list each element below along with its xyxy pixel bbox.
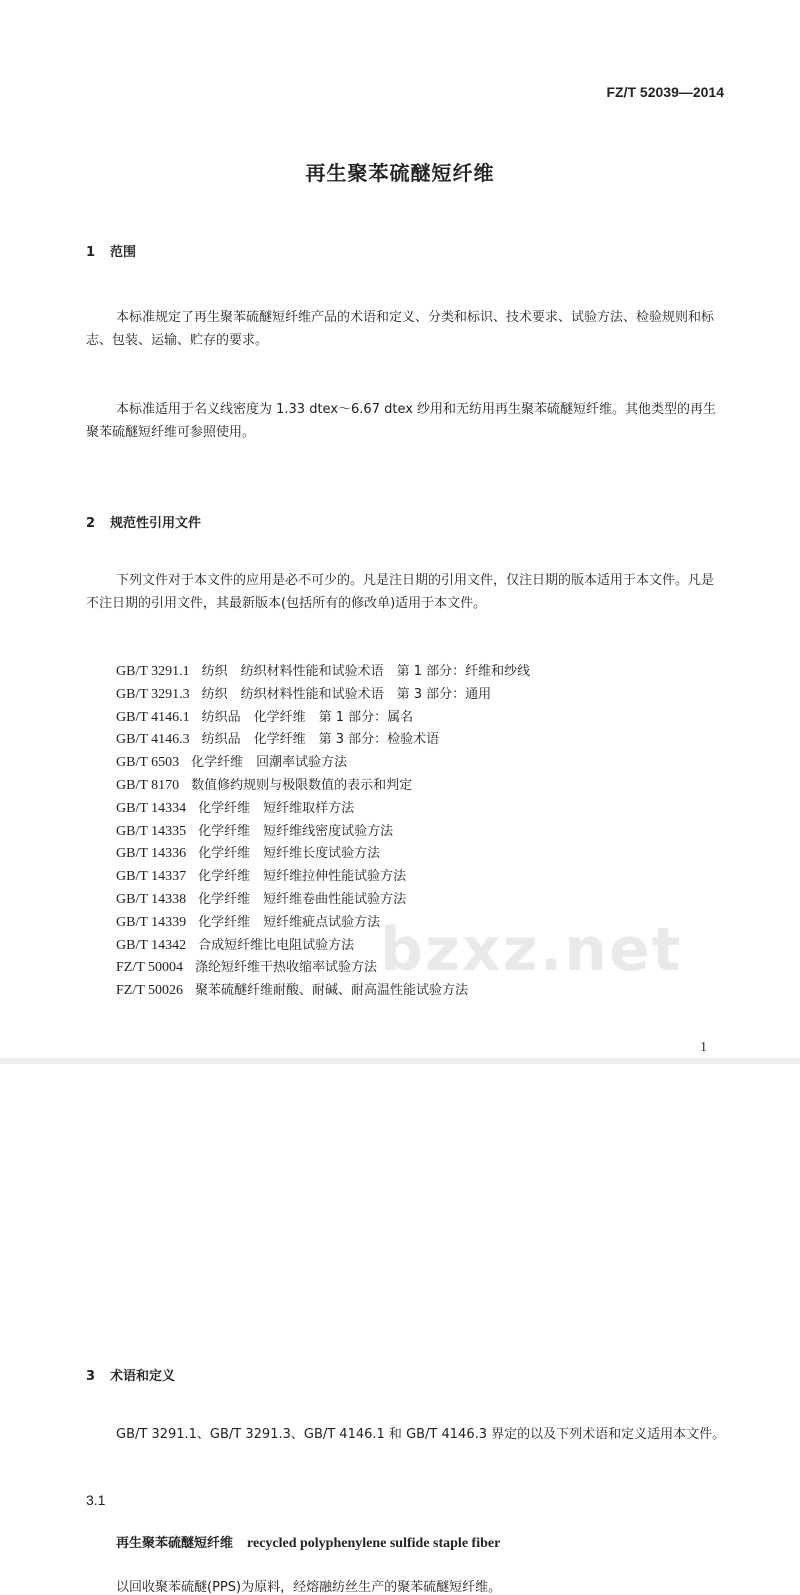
reference-item [116,661,800,684]
reference-item [116,775,800,798]
page-bottom-edge [0,1058,800,1064]
clause-number: 3.1 [86,1491,106,1508]
reference-code: GB/T 6503 [116,755,180,771]
section-2-paragraph-1: 下列文件对于本文件的应用是必不可少的。凡是注日期的引用文件，仅注日期的版本适用于本文件。凡是不注日期的引用文件，其最新版本(包括所有的修改单)适用于本文件。 [86,573,715,611]
reference-item [116,866,800,889]
reference-item [116,912,800,935]
reference-title: 化学纤维 短纤维取样方法 [198,800,355,816]
reference-title: 纺织 纺织材料性能和试验术语 第 1 部分：纤维和纱线 [201,664,531,679]
section-1-paragraph-2: 本标准适用于名义线密度为 1.33 dtex～6.67 dtex 纱用和无纺用再生聚苯硫醚短纤维。其他类型的再生聚苯硫醚短纤维可参照使用。 [86,402,717,440]
normative-references-list [116,661,800,1003]
reference-code: GB/T 8170 [116,777,180,793]
term-chinese: 再生聚苯硫醚短纤维 [116,1535,234,1551]
section-number: 3 [86,1368,96,1384]
section-1-heading [86,241,800,260]
reference-item [116,729,800,752]
reference-title: 数值修约规则与极限数值的表示和判定 [191,777,413,793]
reference-title: 化学纤维 短纤维拉伸性能试验方法 [198,869,407,885]
reference-code: GB/T 3291.3 [116,686,190,702]
reference-title: 化学纤维 短纤维疵点试验方法 [198,914,381,930]
reference-item [116,889,800,912]
section-3-paragraph-1: GB/T 3291.1、GB/T 3291.3、GB/T 4146.1 和 GB/T 4146.3 界定的以及下列术语和定义适用本文件。 [116,1426,726,1442]
section-title: 术语和定义 [110,1368,176,1384]
reference-code: FZ/T 50026 [116,983,184,999]
reference-code: GB/T 14338 [116,891,187,907]
reference-code: GB/T 4146.1 [116,709,190,725]
reference-item [116,843,800,866]
document-title: 再生聚苯硫醚短纤维 [305,161,495,185]
reference-item [116,752,800,775]
term-definition: 以回收聚苯硫醚(PPS)为原料，经熔融纺丝生产的聚苯硫醚短纤维。 [116,1579,502,1595]
reference-code: GB/T 14335 [116,823,187,839]
reference-item [116,707,800,730]
reference-title: 纺织 纺织材料性能和试验术语 第 3 部分：通用 [201,686,492,702]
reference-code: GB/T 14336 [116,846,187,862]
reference-item [116,935,800,958]
reference-code: GB/T 14334 [116,800,187,816]
section-number: 2 [86,516,96,531]
reference-item [116,798,800,821]
section-1-paragraph-1: 本标准规定了再生聚苯硫醚短纤维产品的术语和定义、分类和标识、技术要求、试验方法、检验规则和标志、包装、运输、贮存的要求。 [86,310,715,348]
standard-number: FZ/T 52039—2014 [606,84,724,100]
reference-code: GB/T 3291.1 [116,664,190,679]
watermark: bzxz.net [380,915,683,985]
reference-code: GB/T 14339 [116,914,187,930]
reference-item [116,957,800,980]
section-number: 1 [86,245,96,260]
reference-item [116,684,800,707]
section-3-heading [86,1365,800,1384]
reference-title: 化学纤维 回潮率试验方法 [191,755,348,771]
reference-title: 合成短纤维比电阻试验方法 [198,937,355,953]
term-english: recycled polyphenylene sulfide staple fiber [247,1535,501,1551]
reference-title: 涤纶短纤维干热收缩率试验方法 [195,960,378,976]
section-title: 范围 [110,245,137,260]
reference-title: 纺织品 化学纤维 第 1 部分：属名 [201,709,414,725]
reference-code: GB/T 4146.3 [116,732,190,748]
reference-title: 纺织品 化学纤维 第 3 部分：检验术语 [201,732,440,748]
reference-code: FZ/T 50004 [116,960,184,976]
reference-title: 聚苯硫醚纤维耐酸、耐碱、耐高温性能试验方法 [195,983,469,999]
reference-item [116,821,800,844]
section-title: 规范性引用文件 [110,516,202,531]
page-number: 1 [700,1040,707,1055]
term-entry [116,1532,800,1552]
section-2-heading [86,512,800,531]
reference-title: 化学纤维 短纤维线密度试验方法 [198,823,394,839]
reference-item [116,980,800,1003]
reference-title: 化学纤维 短纤维长度试验方法 [198,846,381,862]
reference-code: GB/T 14342 [116,937,187,953]
reference-code: GB/T 14337 [116,869,187,885]
reference-title: 化学纤维 短纤维卷曲性能试验方法 [198,891,407,907]
